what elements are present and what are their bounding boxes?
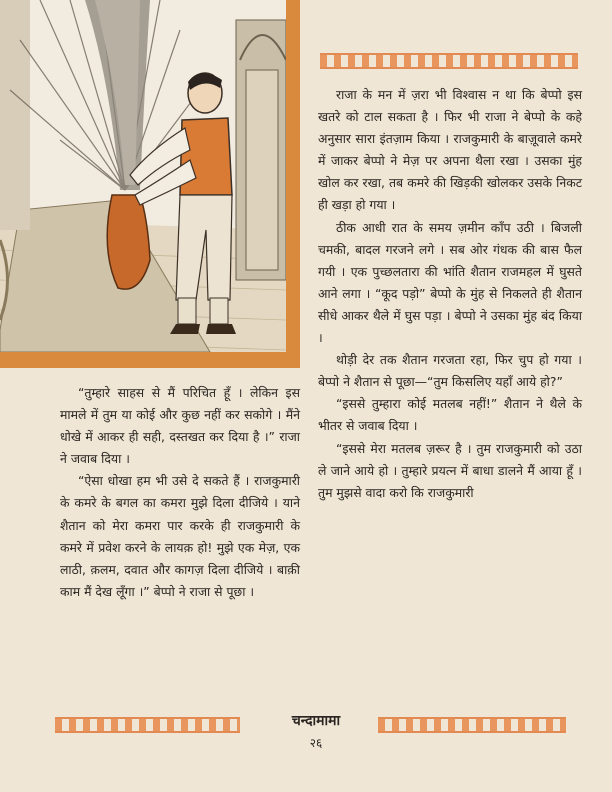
paragraph: थोड़ी देर तक शैतान गरजता रहा, फिर चुप हो गया । बेप्पो ने शैतान से पूछा—“तुम किसलिए यहाँ आये हो?” <box>318 352 582 390</box>
paragraph: “इससे मेरा मतलब ज़रूर है । तुम राजकुमारी को उठा ले जाने आये हो । तुम्हारे प्रयत्न में बाधा डालने मैं आया हूँ । तुम मुझसे वादा करो कि राजकुमारी <box>318 440 582 500</box>
paragraph: “तुम्हारे साहस से मैं परिचित हूँ । लेकिन इस मामले में तुम या कोई और कुछ नहीं कर सकोगे । मैंने धोखे में आकर ही सही, दस्तखत कर दिया है ।” राजा ने जवाब दिया । <box>60 385 300 467</box>
paragraph: राजा के मन में ज़रा भी विश्वास न था कि बेप्पो इस खतरे को टाल सकता है । फिर भी राजा ने बेप्पो के कहे अनुसार सारा इंतज़ाम किया । राजकुमारी के बाज़ूवाले कमरे में जाकर बेप्पो ने मेज़ पर अपना थैला रखा । उसका मुंह खोल कर रखा, तब कमरे की खिड़की खोलकर उसके निकट ही खड़ा हो गया । <box>318 87 582 213</box>
magazine-title: चन्दामामा <box>291 713 341 729</box>
illustration-drawing <box>0 0 286 352</box>
story-illustration <box>0 0 300 368</box>
ornament-border-bottom-right <box>378 717 566 733</box>
ornament-border-top <box>320 53 578 69</box>
paragraph: ठीक आधी रात के समय ज़मीन काँप उठी । बिजली चमकी, बादल गरजने लगे । सब ओर गंधक की बास फैल गयी । एक पुच्छलतारा की भांति शैतान राजमहल में घुसते आने लगा । “कूद पड़ो” बेप्पो के मुंह से निकलते ही शैतान सीधे आकर थैले में घुस पड़ा । बेप्पो ने उसका मुंह बंद किया । <box>318 219 582 346</box>
paragraph: “ऐसा धोखा हम भी उसे दे सकते हैं । राजकुमारी के कमरे के बगल का कमरा मुझे दिला दीजिये । याने शैतान को मेरा कमरा पार करके ही राजकुमारी के कमरे में प्रवेश करने के लायक़ हो! मुझे एक मेज़, एक लाठी, क़लम, दवात और कागज़ दिला दीजिये । बाक़ी काम मैं देख लूँगा ।” बेप्पो ने राजा से पूछा । <box>60 473 300 599</box>
text-column-right <box>318 84 582 504</box>
page-number: २६ <box>309 736 323 750</box>
paragraph: “इससे तुम्हारा कोई मतलब नहीं!” शैतान ने थैले के भीतर से जवाब दिया । <box>318 396 582 434</box>
ornament-border-bottom-left <box>55 717 240 733</box>
text-column-left <box>60 382 300 603</box>
illustration-canvas <box>0 0 286 352</box>
